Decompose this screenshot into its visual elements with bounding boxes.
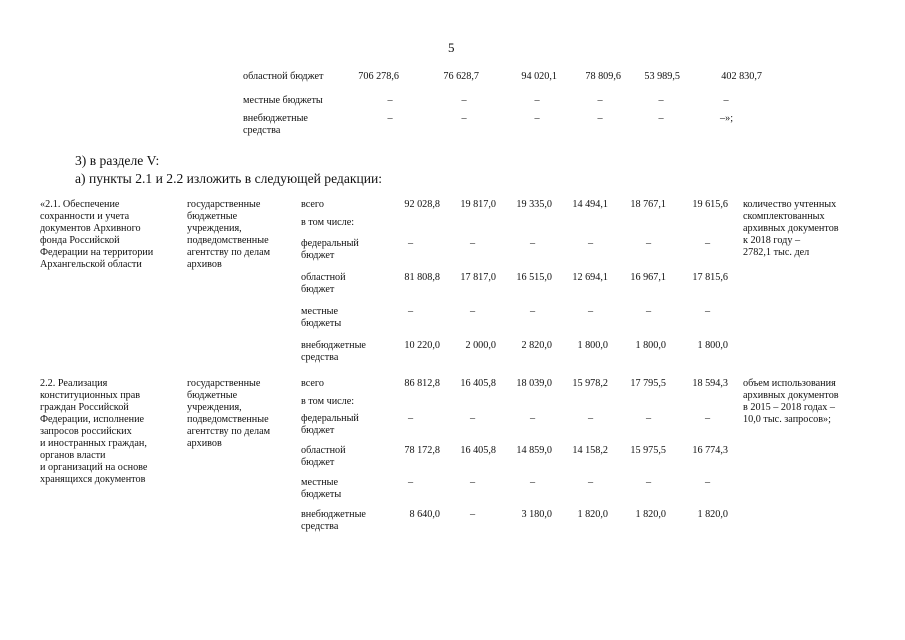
source-label: федеральный бюджет [301, 238, 359, 261]
top-cell: 76 628,7 [443, 71, 479, 82]
value-cell: – [646, 477, 652, 488]
value-cell: 17 795,5 [630, 378, 666, 389]
value-cell: – [646, 306, 652, 317]
value-cell: – [588, 413, 594, 424]
value-cell: – [530, 238, 536, 249]
top-cell: 53 989,5 [644, 71, 680, 82]
subsection-heading: а) пункты 2.1 и 2.2 изложить в следующей редакции: [75, 171, 383, 186]
value-cell: – [470, 238, 476, 249]
value-cell: – [470, 306, 476, 317]
top-cell: – [723, 95, 729, 106]
value-cell: – [530, 413, 536, 424]
source-label: внебюджетные средства [301, 340, 366, 363]
item-executor: государственные бюджетные учреждения, подведомственные агентству по делам архивов [187, 378, 271, 449]
source-label: областной бюджет [301, 445, 346, 468]
value-cell: 1 800,0 [635, 340, 666, 351]
value-cell: 15 975,5 [630, 445, 666, 456]
value-cell: 2 000,0 [465, 340, 496, 351]
value-cell: 2 820,0 [521, 340, 552, 351]
source-label: внебюджетные средства [301, 509, 366, 532]
value-cell: 8 640,0 [409, 509, 440, 520]
top-cell: – [597, 95, 603, 106]
value-cell: 86 812,8 [404, 378, 440, 389]
source-label: местные бюджеты [301, 477, 342, 500]
item-name: 2.2. Реализация конституционных прав граждан Российской Федерации, исполнение запросов российских и иностранных граждан, органов власти и организаций на основе хранящихся документов [40, 378, 148, 485]
value-cell: 10 220,0 [404, 340, 440, 351]
value-cell: 18 767,1 [630, 199, 666, 210]
source-label: местные бюджеты [301, 306, 342, 329]
top-cell: – [461, 113, 467, 124]
top-cell: – [658, 95, 664, 106]
value-cell: – [408, 238, 414, 249]
value-cell: – [705, 238, 711, 249]
top-cell: – [658, 113, 664, 124]
value-cell: 1 820,0 [697, 509, 728, 520]
value-cell: – [588, 238, 594, 249]
value-cell: – [588, 306, 594, 317]
top-cell: – [597, 113, 603, 124]
top-row-label: внебюджетные средства [243, 113, 308, 136]
value-cell: 92 028,8 [404, 199, 440, 210]
value-cell: – [470, 509, 476, 520]
item-name: «2.1. Обеспечение сохранности и учета документов Архивного фонда Российской Федерации на территории Архангельской области [40, 199, 154, 270]
value-cell: – [408, 306, 414, 317]
top-cell: – [387, 113, 393, 124]
value-cell: 18 594,3 [692, 378, 728, 389]
source-label: федеральный бюджет [301, 413, 359, 436]
item-indicator: объем использования архивных документов в 2015 – 2018 годах – 10,0 тыс. запросов»; [743, 378, 839, 425]
value-cell: 17 815,6 [692, 272, 728, 283]
value-cell: – [705, 413, 711, 424]
value-cell: – [470, 413, 476, 424]
top-cell: –»; [720, 113, 734, 124]
top-cell: 402 830,7 [721, 71, 762, 82]
value-cell: 3 180,0 [521, 509, 552, 520]
top-cell: – [387, 95, 393, 106]
value-cell: – [470, 477, 476, 488]
value-cell: 14 494,1 [572, 199, 608, 210]
top-cell: 706 278,6 [358, 71, 399, 82]
value-cell: 78 172,8 [404, 445, 440, 456]
source-label: в том числе: [301, 396, 355, 407]
value-cell: 14 158,2 [572, 445, 608, 456]
value-cell: 19 615,6 [692, 199, 728, 210]
source-label: областной бюджет [301, 272, 346, 295]
value-cell: 17 817,0 [460, 272, 496, 283]
value-cell: – [646, 413, 652, 424]
page-number: 5 [448, 40, 455, 55]
value-cell: 16 774,3 [692, 445, 728, 456]
top-cell: – [534, 95, 540, 106]
item-executor: государственные бюджетные учреждения, подведомственные агентству по делам архивов [187, 199, 271, 270]
top-cell: – [534, 113, 540, 124]
value-cell: 1 820,0 [577, 509, 608, 520]
section-heading: 3) в разделе V: [75, 153, 160, 168]
item-indicator: количество учтенных скомплектованных архивных документов к 2018 году – 2782,1 тыс. дел [743, 199, 839, 258]
value-cell: 19 335,0 [516, 199, 552, 210]
value-cell: 18 039,0 [516, 378, 552, 389]
value-cell: 16 967,1 [630, 272, 666, 283]
value-cell: 16 405,8 [460, 445, 496, 456]
value-cell: 14 859,0 [516, 445, 552, 456]
value-cell: 81 808,8 [404, 272, 440, 283]
value-cell: – [705, 306, 711, 317]
source-label: всего [301, 199, 324, 210]
value-cell: – [408, 413, 414, 424]
value-cell: 1 800,0 [577, 340, 608, 351]
value-cell: – [646, 238, 652, 249]
value-cell: – [705, 477, 711, 488]
top-row-label: областной бюджет [243, 71, 324, 82]
top-cell: 94 020,1 [521, 71, 557, 82]
value-cell: 15 978,2 [572, 378, 608, 389]
source-label: всего [301, 378, 324, 389]
source-label: в том числе: [301, 217, 355, 228]
top-cell: 78 809,6 [585, 71, 621, 82]
value-cell: 1 820,0 [635, 509, 666, 520]
value-cell: – [588, 477, 594, 488]
value-cell: 19 817,0 [460, 199, 496, 210]
value-cell: 16 405,8 [460, 378, 496, 389]
value-cell: – [408, 477, 414, 488]
value-cell: 12 694,1 [572, 272, 608, 283]
top-row-label: местные бюджеты [243, 95, 323, 106]
value-cell: – [530, 477, 536, 488]
value-cell: 16 515,0 [516, 272, 552, 283]
value-cell: 1 800,0 [697, 340, 728, 351]
value-cell: – [530, 306, 536, 317]
top-cell: – [461, 95, 467, 106]
